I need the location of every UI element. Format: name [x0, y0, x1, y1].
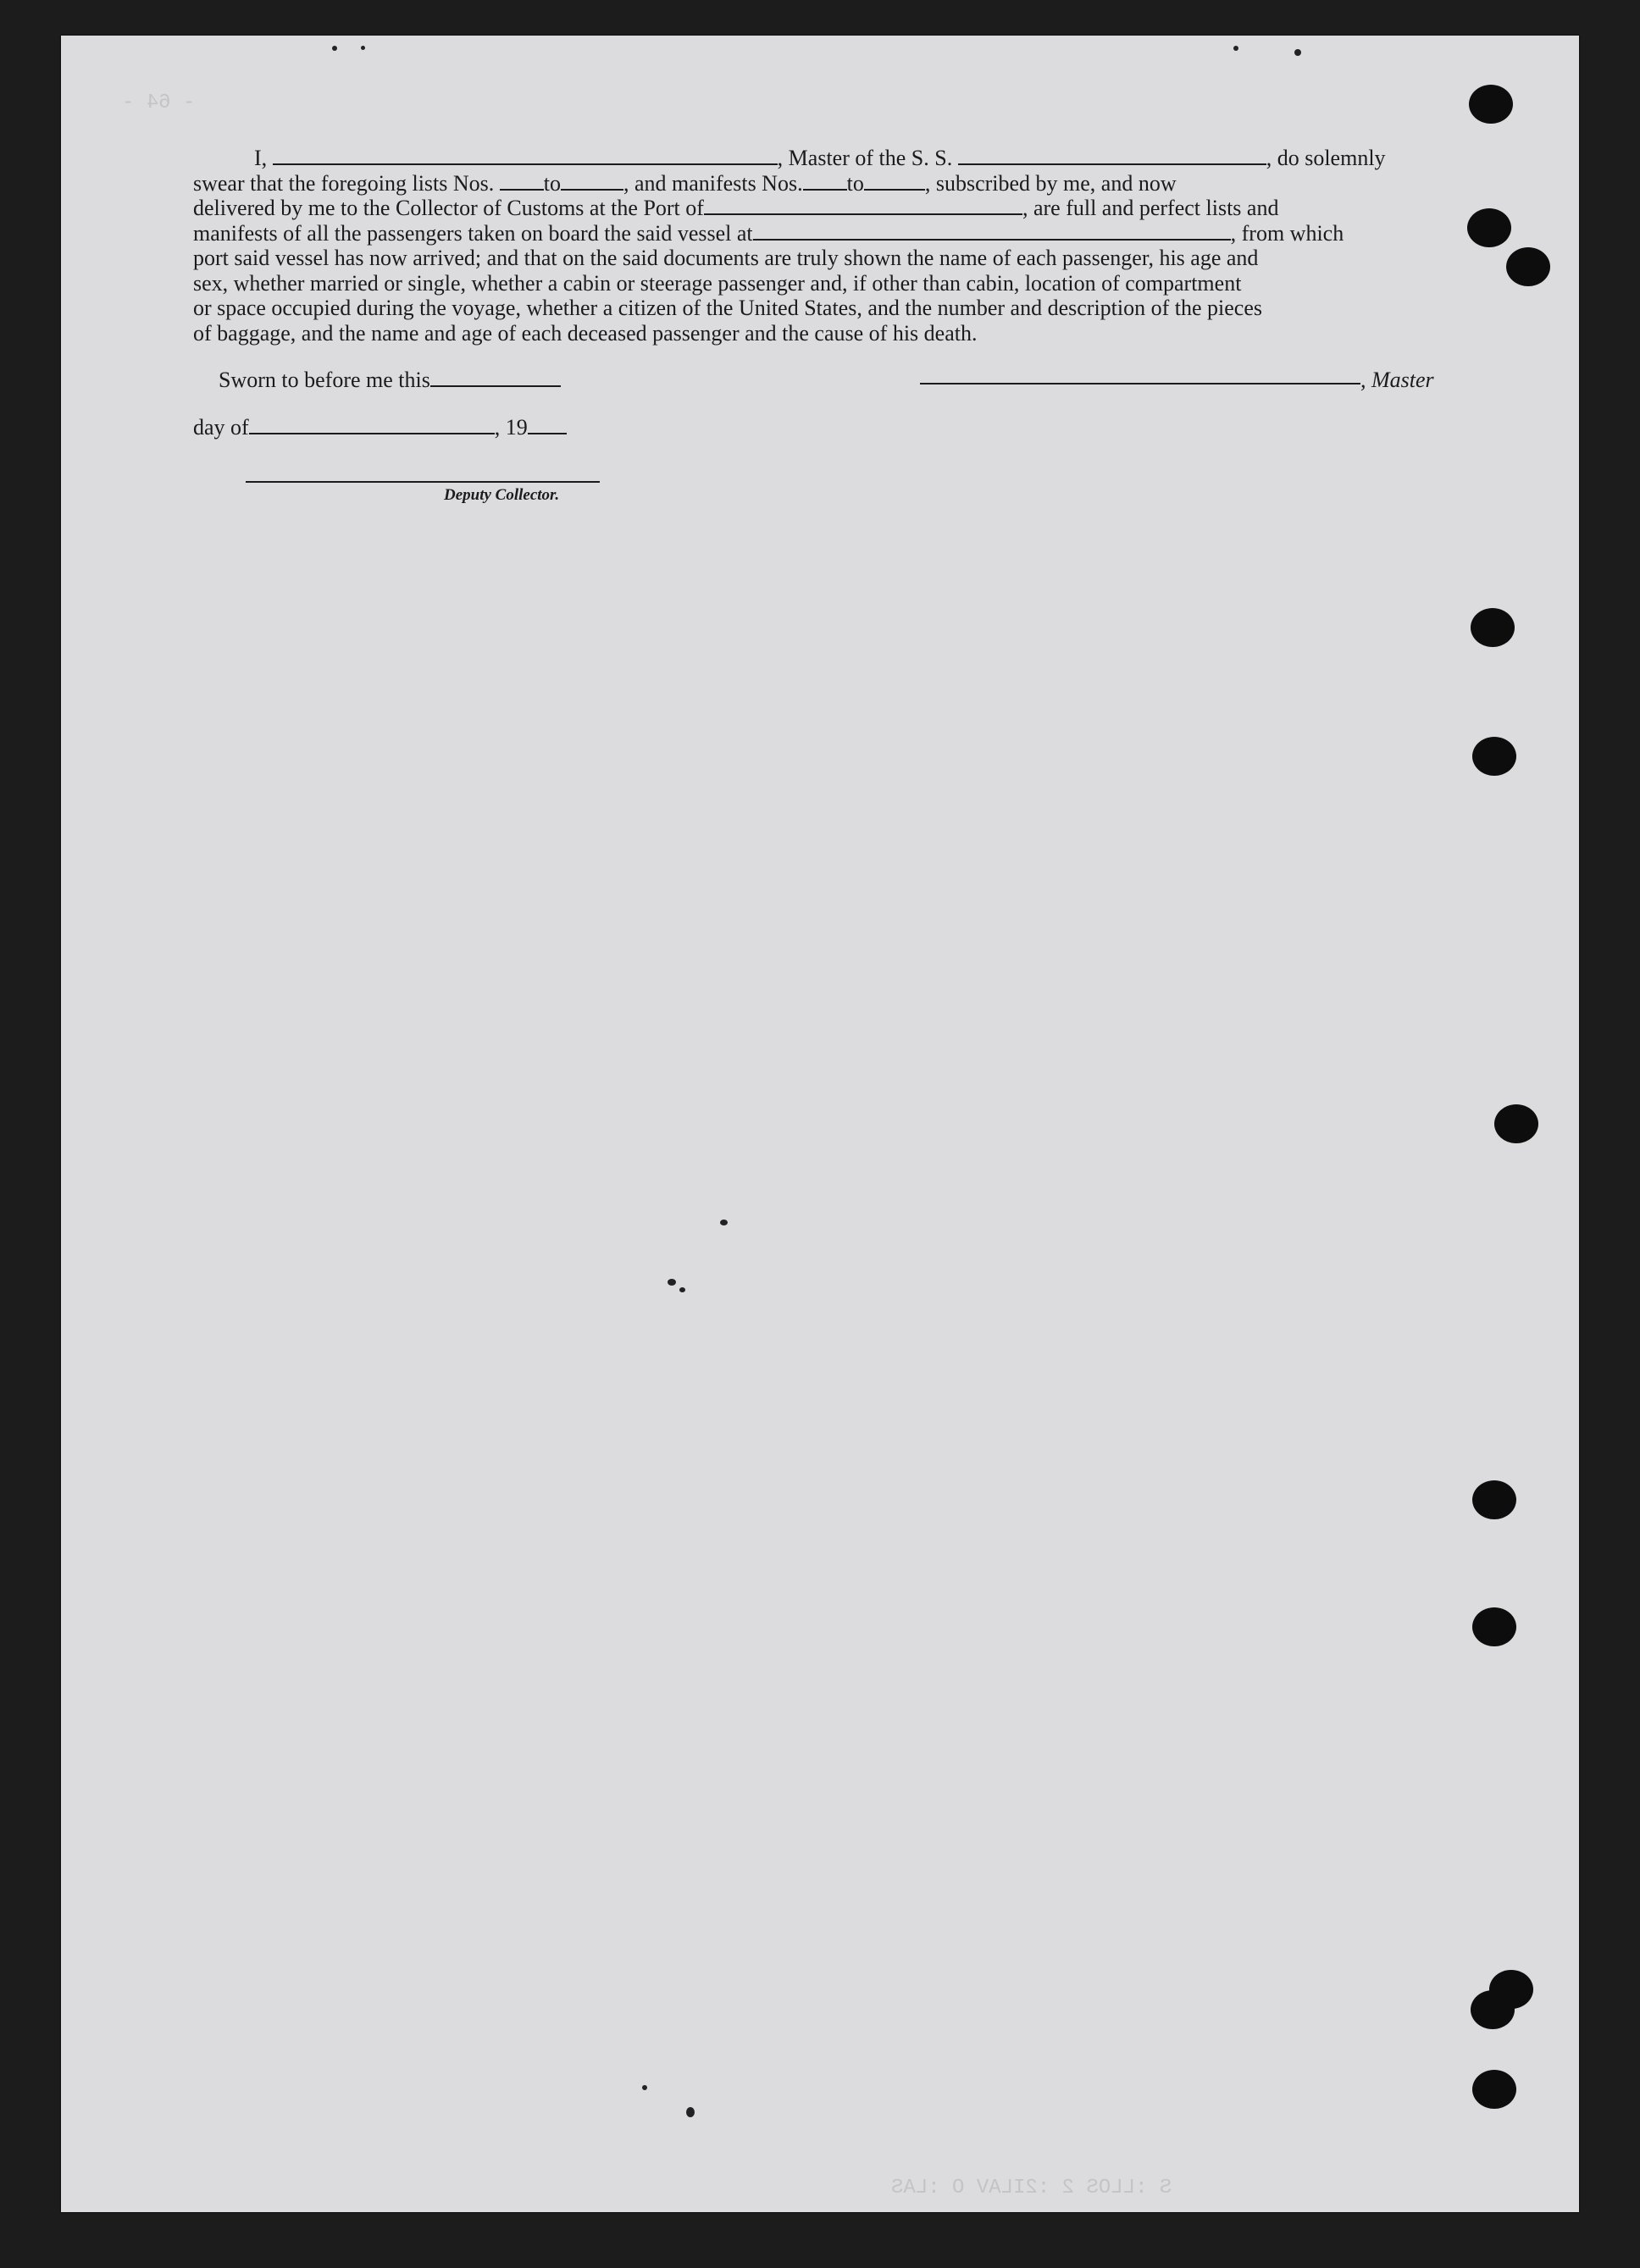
ink-speck: [679, 1287, 685, 1292]
oath-line-6: sex, whether married or single, whether a cabin or steerage passenger and, if other than cabin, location of compartment: [193, 270, 1242, 296]
ink-speck: [1233, 46, 1238, 51]
oath-line-5: port said vessel has now arrived; and that on the said documents are truly shown the name of each passenger, his age and: [193, 246, 1259, 270]
master-signature-line[interactable]: [920, 383, 1360, 384]
year-prefix: , 19: [494, 415, 528, 440]
oath-line-7: or space occupied during the voyage, whether a citizen of the United States, and the number and description of the pieces: [193, 296, 1263, 320]
punch-hole: [1469, 85, 1513, 124]
document-page: [61, 36, 1579, 2212]
punch-hole: [1472, 737, 1516, 776]
embarkation-blank[interactable]: [753, 222, 1231, 241]
month-blank[interactable]: [249, 416, 495, 434]
oath-line-1: I, , Master of the S. S. , do solemnly: [254, 146, 1386, 170]
oath-line-3: delivered by me to the Collector of Customs at the Port of , are full and perfect lists and: [193, 196, 1279, 220]
deputy-collector-label: Deputy Collector.: [444, 486, 560, 504]
punch-hole: [1472, 2070, 1516, 2109]
punch-hole: [1472, 1607, 1516, 1646]
year-blank[interactable]: [528, 416, 567, 434]
punch-hole: [1471, 1990, 1515, 2029]
manifest-from-blank[interactable]: [803, 172, 847, 191]
oath-line-4: manifests of all the passengers taken on board the said vessel at , from which: [193, 220, 1344, 246]
manifest-to-blank[interactable]: [864, 172, 925, 191]
sworn-label: Sworn to before me this: [219, 368, 430, 392]
master-name-blank[interactable]: [273, 147, 778, 165]
ink-speck: [668, 1279, 676, 1286]
show-through-text: S :LLOS 2 :2ILAV O :LAS: [891, 2177, 1172, 2199]
punch-hole: [1506, 247, 1550, 286]
deputy-collector-signature-line[interactable]: [246, 481, 600, 483]
punch-hole: [1472, 1480, 1516, 1519]
punch-hole: [1494, 1104, 1538, 1143]
date-row: [193, 415, 567, 440]
show-through-text: - 64 -: [122, 91, 196, 114]
sworn-row: [219, 368, 561, 393]
ink-speck: [720, 1220, 728, 1225]
ink-speck: [332, 46, 337, 51]
ink-speck: [686, 2107, 695, 2117]
list-from-blank[interactable]: [500, 172, 544, 191]
oath-paragraph: [193, 146, 1504, 346]
oath-line-8: of baggage, and the name and age of each deceased passenger and the cause of his death.: [193, 320, 978, 346]
day-of-label: day of: [193, 415, 249, 440]
ink-speck: [361, 46, 365, 50]
sworn-day-blank[interactable]: [430, 368, 561, 387]
vessel-name-blank[interactable]: [958, 147, 1266, 165]
port-blank[interactable]: [704, 196, 1022, 215]
punch-hole: [1471, 608, 1515, 647]
oath-line-2: swear that the foregoing lists Nos. to , and manifests Nos. to , subscribed by me, and now: [193, 170, 1177, 196]
list-to-blank[interactable]: [561, 172, 623, 191]
ink-speck: [642, 2085, 647, 2090]
ink-speck: [1294, 49, 1301, 56]
master-label: , Master: [1360, 368, 1434, 392]
